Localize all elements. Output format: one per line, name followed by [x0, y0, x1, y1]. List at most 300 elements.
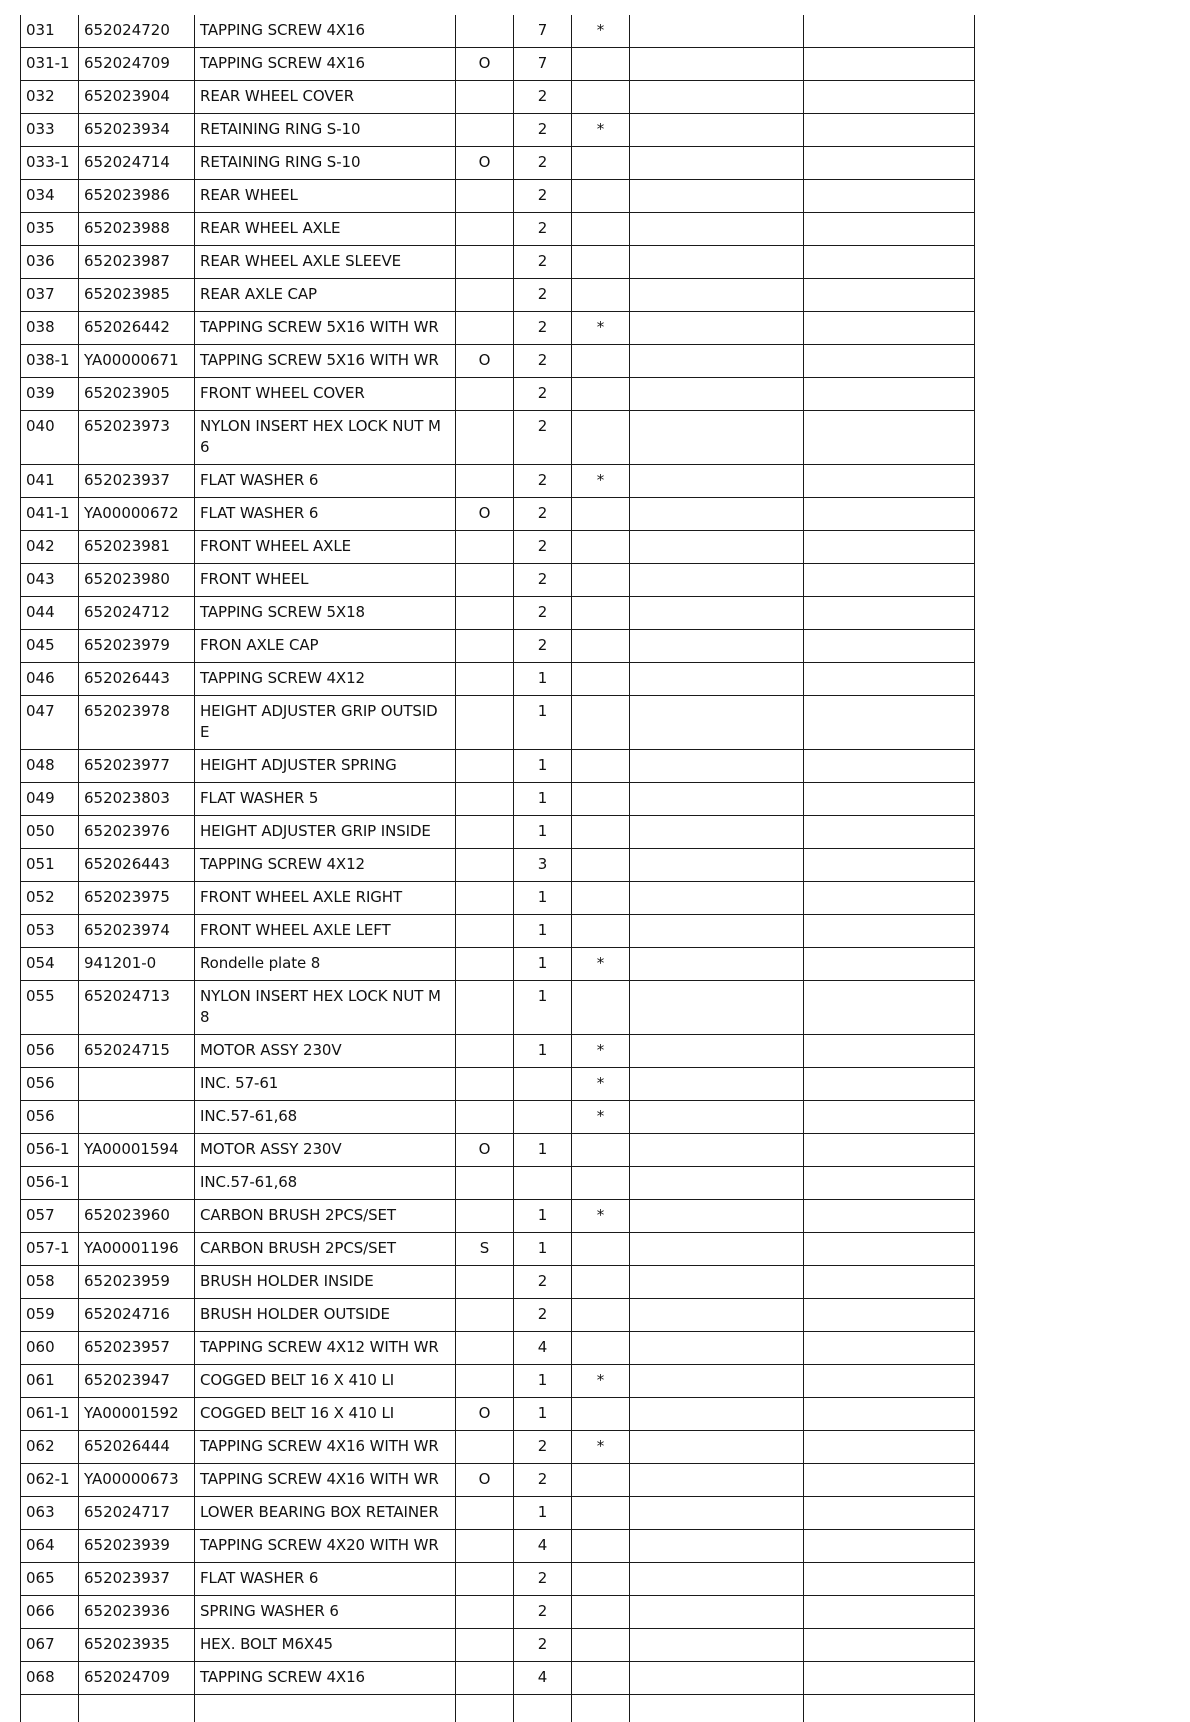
part-description: CARBON BRUSH 2PCS/SET [195, 1233, 456, 1266]
part-number: 652023979 [79, 630, 195, 663]
table-row [21, 411, 975, 465]
part-description: MOTOR ASSY 230V [195, 1035, 456, 1068]
quantity: 7 [514, 15, 572, 48]
note-cell [630, 1596, 804, 1629]
spare-code [456, 180, 514, 213]
part-number: 652024720 [79, 15, 195, 48]
note-cell [630, 1299, 804, 1332]
note-cell [630, 1266, 804, 1299]
part-description: TAPPING SCREW 5X18 [195, 597, 456, 630]
quantity: 2 [514, 279, 572, 312]
remark-cell [804, 531, 975, 564]
note-cell [630, 783, 804, 816]
remark-cell [804, 1629, 975, 1662]
quantity: 2 [514, 1629, 572, 1662]
spare-code [456, 1068, 514, 1101]
spare-code [456, 1266, 514, 1299]
note-cell [630, 816, 804, 849]
empty-cell [804, 1695, 975, 1722]
item-number: 056 [21, 1035, 79, 1068]
remark-cell [804, 1167, 975, 1200]
remark-cell [804, 1299, 975, 1332]
empty-cell [79, 1695, 195, 1722]
part-number: 652026443 [79, 849, 195, 882]
note-cell [630, 1233, 804, 1266]
remark-cell [804, 213, 975, 246]
note-cell [630, 948, 804, 981]
quantity [514, 1101, 572, 1134]
quantity: 2 [514, 564, 572, 597]
spare-code [456, 981, 514, 1035]
spare-code [456, 378, 514, 411]
part-number: 652023975 [79, 882, 195, 915]
parts-table-body [21, 15, 975, 1722]
part-number: 652024715 [79, 1035, 195, 1068]
note-cell [630, 1497, 804, 1530]
quantity: 7 [514, 48, 572, 81]
flag-mark [572, 345, 630, 378]
item-number: 060 [21, 1332, 79, 1365]
remark-cell [804, 783, 975, 816]
quantity [514, 1167, 572, 1200]
table-row [21, 1200, 975, 1233]
quantity: 4 [514, 1662, 572, 1695]
item-number: 043 [21, 564, 79, 597]
note-cell [630, 147, 804, 180]
table-row [21, 180, 975, 213]
remark-cell [804, 147, 975, 180]
spare-code [456, 213, 514, 246]
table-row [21, 816, 975, 849]
item-number: 051 [21, 849, 79, 882]
part-number: 652023985 [79, 279, 195, 312]
note-cell [630, 246, 804, 279]
part-description: REAR WHEEL AXLE [195, 213, 456, 246]
part-description: TAPPING SCREW 4X20 WITH WR [195, 1530, 456, 1563]
part-number: 652023803 [79, 783, 195, 816]
part-description: BRUSH HOLDER INSIDE [195, 1266, 456, 1299]
note-cell [630, 48, 804, 81]
remark-cell [804, 81, 975, 114]
flag-mark: * [572, 114, 630, 147]
empty-cell [21, 1695, 79, 1722]
part-number: YA00000671 [79, 345, 195, 378]
item-number: 046 [21, 663, 79, 696]
part-number: 652023937 [79, 1563, 195, 1596]
part-description: TAPPING SCREW 5X16 WITH WR [195, 345, 456, 378]
part-number: 652023904 [79, 81, 195, 114]
remark-cell [804, 15, 975, 48]
spare-code [456, 849, 514, 882]
part-number: 652023937 [79, 465, 195, 498]
table-row [21, 1431, 975, 1464]
flag-mark [572, 1398, 630, 1431]
part-description: FLAT WASHER 6 [195, 465, 456, 498]
note-cell [630, 750, 804, 783]
remark-cell [804, 345, 975, 378]
part-description: HEX. BOLT M6X45 [195, 1629, 456, 1662]
table-row [21, 1101, 975, 1134]
remark-cell [804, 1530, 975, 1563]
table-row [21, 1398, 975, 1431]
part-description: TAPPING SCREW 4X16 WITH WR [195, 1431, 456, 1464]
item-number: 065 [21, 1563, 79, 1596]
flag-mark: * [572, 1068, 630, 1101]
part-description: TAPPING SCREW 4X16 [195, 48, 456, 81]
table-row [21, 378, 975, 411]
flag-mark [572, 1299, 630, 1332]
remark-cell [804, 1101, 975, 1134]
part-description: TAPPING SCREW 4X12 [195, 849, 456, 882]
spare-code [456, 663, 514, 696]
quantity: 4 [514, 1530, 572, 1563]
part-number: 652023935 [79, 1629, 195, 1662]
part-number: 652023988 [79, 213, 195, 246]
remark-cell [804, 948, 975, 981]
spare-code [456, 1332, 514, 1365]
remark-cell [804, 564, 975, 597]
flag-mark: * [572, 948, 630, 981]
note-cell [630, 411, 804, 465]
remark-cell [804, 1233, 975, 1266]
remark-cell [804, 498, 975, 531]
part-description: FRONT WHEEL AXLE [195, 531, 456, 564]
part-number: 652023934 [79, 114, 195, 147]
note-cell [630, 180, 804, 213]
part-description: TAPPING SCREW 4X12 [195, 663, 456, 696]
spare-code [456, 81, 514, 114]
note-cell [630, 531, 804, 564]
note-cell [630, 1035, 804, 1068]
table-row [21, 81, 975, 114]
part-number: 941201-0 [79, 948, 195, 981]
item-number: 044 [21, 597, 79, 630]
part-number: 652023973 [79, 411, 195, 465]
quantity: 1 [514, 1233, 572, 1266]
part-number: 652026444 [79, 1431, 195, 1464]
quantity: 2 [514, 498, 572, 531]
spare-code [456, 15, 514, 48]
note-cell [630, 1530, 804, 1563]
quantity: 3 [514, 849, 572, 882]
flag-mark: * [572, 1035, 630, 1068]
quantity: 4 [514, 1332, 572, 1365]
table-row [21, 1299, 975, 1332]
spare-code: O [456, 1134, 514, 1167]
item-number: 041-1 [21, 498, 79, 531]
part-description: INC.57-61,68 [195, 1167, 456, 1200]
table-row [21, 663, 975, 696]
part-description: FLAT WASHER 5 [195, 783, 456, 816]
part-number: 652024713 [79, 981, 195, 1035]
spare-code: O [456, 1464, 514, 1497]
part-description: FRONT WHEEL AXLE LEFT [195, 915, 456, 948]
note-cell [630, 630, 804, 663]
remark-cell [804, 312, 975, 345]
spare-code [456, 915, 514, 948]
item-number: 038 [21, 312, 79, 345]
flag-mark: * [572, 1431, 630, 1464]
part-description: TAPPING SCREW 4X16 WITH WR [195, 1464, 456, 1497]
spare-code: S [456, 1233, 514, 1266]
part-number: 652023957 [79, 1332, 195, 1365]
table-row [21, 1233, 975, 1266]
flag-mark: * [572, 465, 630, 498]
spare-code [456, 1563, 514, 1596]
quantity: 1 [514, 981, 572, 1035]
item-number: 034 [21, 180, 79, 213]
item-number: 062-1 [21, 1464, 79, 1497]
spare-code [456, 882, 514, 915]
item-number: 053 [21, 915, 79, 948]
remark-cell [804, 1200, 975, 1233]
table-row [21, 1035, 975, 1068]
item-number: 062 [21, 1431, 79, 1464]
part-description: MOTOR ASSY 230V [195, 1134, 456, 1167]
quantity: 1 [514, 663, 572, 696]
quantity: 2 [514, 1431, 572, 1464]
table-row [21, 696, 975, 750]
quantity: 1 [514, 696, 572, 750]
part-number: 652023936 [79, 1596, 195, 1629]
spare-code [456, 1662, 514, 1695]
flag-mark [572, 783, 630, 816]
table-row [21, 915, 975, 948]
spare-code [456, 597, 514, 630]
part-description: FLAT WASHER 6 [195, 498, 456, 531]
item-number: 054 [21, 948, 79, 981]
empty-cell [572, 1695, 630, 1722]
spare-code [456, 411, 514, 465]
part-description: TAPPING SCREW 4X16 [195, 1662, 456, 1695]
table-row [21, 564, 975, 597]
item-number: 056-1 [21, 1134, 79, 1167]
flag-mark [572, 411, 630, 465]
part-number: YA00001196 [79, 1233, 195, 1266]
remark-cell [804, 1398, 975, 1431]
flag-mark: * [572, 1200, 630, 1233]
quantity: 1 [514, 948, 572, 981]
item-number: 059 [21, 1299, 79, 1332]
table-row [21, 345, 975, 378]
flag-mark [572, 630, 630, 663]
table-row [21, 783, 975, 816]
flag-mark: * [572, 1365, 630, 1398]
table-row [21, 213, 975, 246]
flag-mark [572, 981, 630, 1035]
item-number: 066 [21, 1596, 79, 1629]
note-cell [630, 279, 804, 312]
part-description: SPRING WASHER 6 [195, 1596, 456, 1629]
item-number: 056-1 [21, 1167, 79, 1200]
part-description: RETAINING RING S-10 [195, 114, 456, 147]
flag-mark [572, 1464, 630, 1497]
remark-cell [804, 246, 975, 279]
part-description: COGGED BELT 16 X 410 LI [195, 1365, 456, 1398]
note-cell [630, 378, 804, 411]
spare-code [456, 1365, 514, 1398]
spare-code: O [456, 498, 514, 531]
quantity: 2 [514, 147, 572, 180]
part-number: 652024714 [79, 147, 195, 180]
spare-code [456, 1200, 514, 1233]
table-row [21, 1662, 975, 1695]
item-number: 049 [21, 783, 79, 816]
item-number: 036 [21, 246, 79, 279]
note-cell [630, 849, 804, 882]
spare-code [456, 630, 514, 663]
note-cell [630, 1662, 804, 1695]
remark-cell [804, 849, 975, 882]
spare-code [456, 564, 514, 597]
spare-code [456, 1035, 514, 1068]
quantity [514, 1068, 572, 1101]
quantity: 1 [514, 816, 572, 849]
item-number: 067 [21, 1629, 79, 1662]
item-number: 064 [21, 1530, 79, 1563]
flag-mark [572, 1596, 630, 1629]
table-row [21, 279, 975, 312]
table-row [21, 246, 975, 279]
part-number: 652023974 [79, 915, 195, 948]
flag-mark [572, 1266, 630, 1299]
quantity: 1 [514, 1035, 572, 1068]
part-description: NYLON INSERT HEX LOCK NUT M 6 [195, 411, 456, 465]
note-cell [630, 1563, 804, 1596]
quantity: 2 [514, 312, 572, 345]
empty-cell [630, 1695, 804, 1722]
note-cell [630, 81, 804, 114]
part-number: 652024717 [79, 1497, 195, 1530]
quantity: 2 [514, 411, 572, 465]
table-row-empty [21, 1695, 975, 1722]
part-number: 652023978 [79, 696, 195, 750]
table-row [21, 1134, 975, 1167]
note-cell [630, 663, 804, 696]
remark-cell [804, 1068, 975, 1101]
flag-mark [572, 147, 630, 180]
item-number: 040 [21, 411, 79, 465]
quantity: 2 [514, 213, 572, 246]
spare-code [456, 1530, 514, 1563]
quantity: 1 [514, 783, 572, 816]
part-number: 652023987 [79, 246, 195, 279]
note-cell [630, 981, 804, 1035]
item-number: 063 [21, 1497, 79, 1530]
note-cell [630, 465, 804, 498]
quantity: 2 [514, 1563, 572, 1596]
spare-code [456, 312, 514, 345]
empty-cell [456, 1695, 514, 1722]
remark-cell [804, 114, 975, 147]
part-number: 652023981 [79, 531, 195, 564]
item-number: 047 [21, 696, 79, 750]
quantity: 2 [514, 378, 572, 411]
table-row [21, 1266, 975, 1299]
item-number: 038-1 [21, 345, 79, 378]
item-number: 033-1 [21, 147, 79, 180]
remark-cell [804, 279, 975, 312]
table-row [21, 1563, 975, 1596]
part-description: FLAT WASHER 6 [195, 1563, 456, 1596]
spare-code [456, 783, 514, 816]
quantity: 1 [514, 1200, 572, 1233]
item-number: 058 [21, 1266, 79, 1299]
spare-code [456, 1167, 514, 1200]
note-cell [630, 882, 804, 915]
item-number: 037 [21, 279, 79, 312]
part-number: 652023959 [79, 1266, 195, 1299]
item-number: 048 [21, 750, 79, 783]
part-description: TAPPING SCREW 4X12 WITH WR [195, 1332, 456, 1365]
spare-code [456, 1101, 514, 1134]
flag-mark [572, 564, 630, 597]
part-description: HEIGHT ADJUSTER GRIP INSIDE [195, 816, 456, 849]
remark-cell [804, 465, 975, 498]
spare-code: O [456, 1398, 514, 1431]
spare-code [456, 465, 514, 498]
quantity: 1 [514, 1365, 572, 1398]
table-row [21, 948, 975, 981]
part-description: COGGED BELT 16 X 410 LI [195, 1398, 456, 1431]
part-description: LOWER BEARING BOX RETAINER [195, 1497, 456, 1530]
flag-mark [572, 816, 630, 849]
part-number: 652024712 [79, 597, 195, 630]
part-number: 652026443 [79, 663, 195, 696]
quantity: 2 [514, 180, 572, 213]
flag-mark [572, 849, 630, 882]
item-number: 041 [21, 465, 79, 498]
note-cell [630, 564, 804, 597]
flag-mark [572, 498, 630, 531]
part-number [79, 1068, 195, 1101]
note-cell [630, 1398, 804, 1431]
part-description: TAPPING SCREW 4X16 [195, 15, 456, 48]
remark-cell [804, 597, 975, 630]
note-cell [630, 213, 804, 246]
remark-cell [804, 1035, 975, 1068]
spare-code: O [456, 48, 514, 81]
quantity: 2 [514, 630, 572, 663]
part-description: INC. 57-61 [195, 1068, 456, 1101]
part-description: FRON AXLE CAP [195, 630, 456, 663]
table-row [21, 750, 975, 783]
item-number: 057 [21, 1200, 79, 1233]
part-description: CARBON BRUSH 2PCS/SET [195, 1200, 456, 1233]
flag-mark [572, 750, 630, 783]
part-description: RETAINING RING S-10 [195, 147, 456, 180]
part-number [79, 1101, 195, 1134]
item-number: 032 [21, 81, 79, 114]
item-number: 045 [21, 630, 79, 663]
remark-cell [804, 180, 975, 213]
spare-code [456, 948, 514, 981]
flag-mark [572, 1497, 630, 1530]
note-cell [630, 1068, 804, 1101]
table-row [21, 465, 975, 498]
quantity: 1 [514, 1497, 572, 1530]
table-row [21, 48, 975, 81]
remark-cell [804, 1431, 975, 1464]
table-row [21, 531, 975, 564]
note-cell [630, 345, 804, 378]
table-row [21, 849, 975, 882]
remark-cell [804, 378, 975, 411]
part-number: YA00000673 [79, 1464, 195, 1497]
part-number: YA00001592 [79, 1398, 195, 1431]
table-row [21, 147, 975, 180]
flag-mark [572, 81, 630, 114]
